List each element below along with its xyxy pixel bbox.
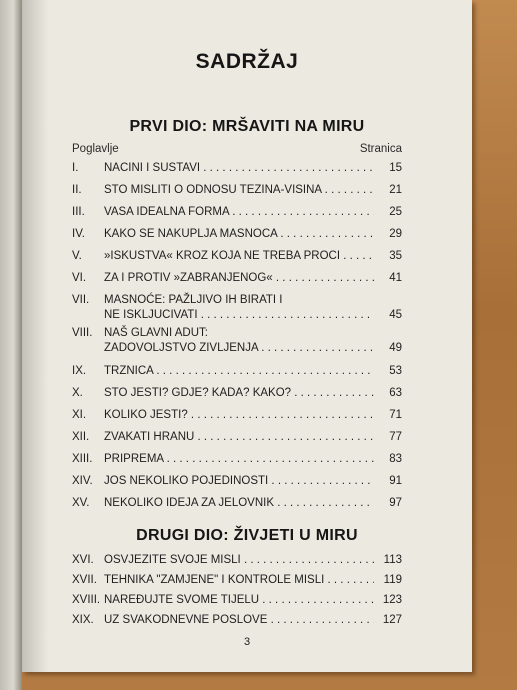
chapter-page: 41 [389, 272, 402, 284]
chapter-title: VAŠA IDEALNA FORMA . . . [104, 206, 374, 218]
page-column-header: Stranica [359, 143, 402, 155]
chapter-page: 25 [389, 206, 402, 218]
book-spine-edge [0, 0, 22, 690]
toc-entry [72, 453, 402, 469]
page-number: 3 [243, 636, 251, 648]
chapter-number: III. [72, 206, 85, 218]
chapter-title: KOLIKO JESTI? . . . [104, 409, 374, 421]
chapter-title: ZADOVOLJSTVO ŽIVLJENJA . . . [104, 342, 374, 354]
chapter-number: XIII. [72, 453, 93, 465]
chapter-page: 97 [389, 497, 402, 509]
chapter-number: XIV. [72, 475, 93, 487]
chapter-page: 63 [389, 387, 402, 399]
chapter-page: 45 [389, 309, 402, 321]
chapter-page: 29 [389, 228, 402, 240]
chapter-number: IX. [72, 365, 87, 377]
chapter-page: 91 [389, 475, 402, 487]
page-gutter-shadow [22, 0, 48, 672]
toc-entry [72, 431, 402, 447]
toc-entry [72, 309, 402, 325]
toc-entry [72, 206, 402, 222]
chapter-title: JOŠ NEKOLIKO POJEDINOSTI . . . [104, 475, 374, 487]
chapter-number: XV. [72, 497, 90, 509]
chapter-number: IV. [72, 228, 86, 240]
toc-entry-first-line [72, 294, 402, 310]
toc-entry [72, 497, 402, 513]
part-2-title: DRUGI DIO: ŽIVJETI U MIRU [136, 527, 358, 544]
chapter-page: 35 [389, 250, 402, 262]
chapter-title-line1: MASNOĆE: PAŽLJIVO IH BIRATI I [104, 294, 283, 306]
chapter-title: PRIPREMA . . . [104, 453, 374, 465]
chapter-page: 113 [383, 554, 402, 566]
chapter-number: XIX. [72, 614, 94, 626]
chapter-page: 21 [389, 184, 402, 196]
chapter-title: UZ SVAKODNEVNE POSLOVE . . . [104, 614, 374, 626]
toc-entry [72, 272, 402, 288]
chapter-page: 53 [389, 365, 402, 377]
chapter-title: TRŽNICA . . . [104, 365, 374, 377]
toc-entry [72, 475, 402, 491]
chapter-title: NE ISKLJUČIVATI . . . [104, 309, 374, 321]
chapter-title: NEKOLIKO IDEJA ZA JELOVNIK . . . [104, 497, 374, 509]
chapter-title: OSVJEŽITE SVOJE MISLI . . . [104, 554, 374, 566]
chapter-title: ŽVAKATI HRANU . . . [104, 431, 374, 443]
chapter-title: ŠTO MISLITI O ODNOSU TEŽINA-VISINA . . . [104, 184, 374, 196]
chapter-number: VII. [72, 294, 90, 306]
chapter-number: XVIII. [72, 594, 101, 606]
toc-entry [72, 342, 402, 358]
chapter-number: V. [72, 250, 82, 262]
toc-entry [72, 250, 402, 266]
chapter-number: II. [72, 184, 82, 196]
toc-entry [72, 228, 402, 244]
chapter-column-header: Poglavlje [72, 143, 119, 155]
chapter-page: 77 [389, 431, 402, 443]
part-1-title: PRVI DIO: MRŠAVITI NA MIRU [129, 118, 365, 135]
chapter-page: 49 [389, 342, 402, 354]
toc-entry [72, 184, 402, 200]
chapter-page: 15 [389, 162, 402, 174]
chapter-number: VI. [72, 272, 87, 284]
chapter-number: XVII. [72, 574, 97, 586]
toc-entry-first-line [72, 327, 402, 343]
contents-heading: SADRŽAJ [195, 50, 299, 73]
chapter-page: 83 [389, 453, 402, 465]
chapter-number: X. [72, 387, 83, 399]
toc-entry [72, 574, 402, 590]
chapter-number: I. [72, 162, 79, 174]
toc-entry [72, 594, 402, 610]
toc-entry [72, 554, 402, 570]
chapter-title: ZA I PROTIV »ZABRANJENOG« . . . [104, 272, 374, 284]
toc-entry [72, 365, 402, 381]
toc-entry [72, 162, 402, 178]
chapter-title: »ISKUSTVA« KROZ KOJA NE TREBA PROĆI . . . [104, 250, 374, 262]
chapter-number: XII. [72, 431, 90, 443]
chapter-number: XVI. [72, 554, 94, 566]
chapter-page: 71 [389, 409, 402, 421]
chapter-title: KAKO SE NAKUPLJA MASNOĆA . . . [104, 228, 374, 240]
book-page [22, 0, 472, 672]
chapter-number: XI. [72, 409, 87, 421]
toc-entry [72, 409, 402, 425]
toc-entry [72, 387, 402, 403]
chapter-number: VIII. [72, 327, 93, 339]
chapter-title-line1: NAŠ GLAVNI ADUT: [104, 327, 208, 339]
toc-entry [72, 614, 402, 630]
chapter-page: 127 [382, 614, 402, 626]
chapter-title: TEHNIKA "ZAMJENE" I KONTROLE MISLI . . . [104, 574, 374, 586]
chapter-page: 119 [383, 574, 402, 586]
chapter-title: ŠTO JESTI? GDJE? KADA? KAKO? . . . [104, 387, 374, 399]
chapter-title: NAČINI I SUSTAVI . . . [104, 162, 374, 174]
chapter-title: NAREĐUJTE SVOME TIJELU . . . [104, 594, 374, 606]
chapter-page: 123 [382, 594, 402, 606]
